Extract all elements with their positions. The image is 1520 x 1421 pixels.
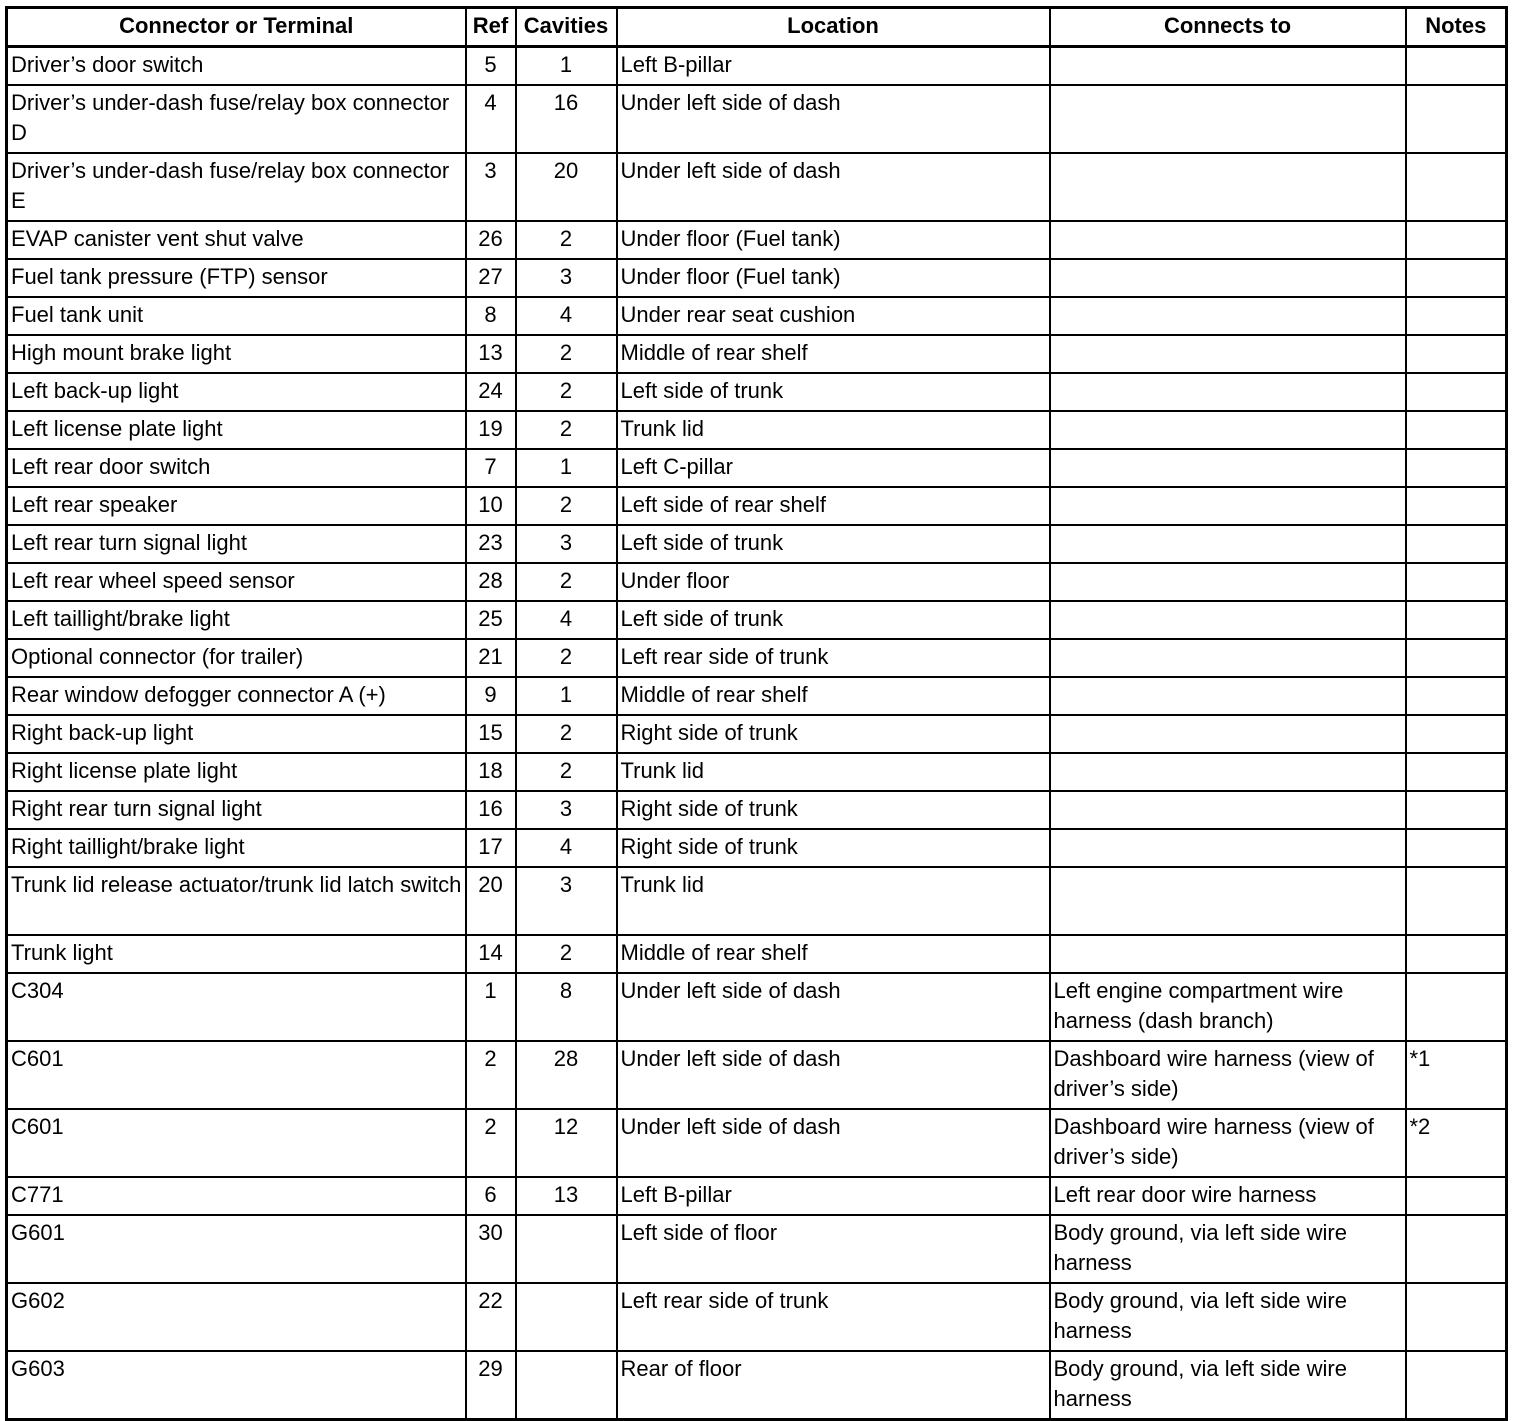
cell-location: Right side of trunk — [617, 791, 1050, 829]
cell-connector: Left rear speaker — [7, 487, 466, 525]
cell-cavities — [516, 1283, 617, 1351]
cell-connector: Right back-up light — [7, 715, 466, 753]
table-row — [7, 867, 1507, 935]
cell-notes — [1406, 1215, 1507, 1283]
cell-notes — [1406, 973, 1507, 1041]
table-row — [7, 85, 1507, 153]
cell-location: Left B-pillar — [617, 1177, 1050, 1215]
cell-connects-to — [1050, 935, 1406, 973]
cell-ref: 8 — [466, 297, 516, 335]
cell-cavities: 3 — [516, 867, 617, 935]
cell-location: Under left side of dash — [617, 973, 1050, 1041]
cell-ref: 23 — [466, 525, 516, 563]
cell-connects-to — [1050, 85, 1406, 153]
cell-ref: 16 — [466, 791, 516, 829]
cell-connector: C601 — [7, 1041, 466, 1109]
connector-table — [5, 6, 1508, 1421]
cell-location: Left side of trunk — [617, 601, 1050, 639]
cell-notes — [1406, 1177, 1507, 1215]
header-connects-to: Connects to — [1050, 8, 1406, 47]
cell-location: Under floor — [617, 563, 1050, 601]
cell-connector: EVAP canister vent shut valve — [7, 221, 466, 259]
cell-cavities: 2 — [516, 487, 617, 525]
cell-ref: 27 — [466, 259, 516, 297]
cell-location: Middle of rear shelf — [617, 677, 1050, 715]
cell-notes — [1406, 47, 1507, 86]
cell-notes — [1406, 259, 1507, 297]
cell-notes: *2 — [1406, 1109, 1507, 1177]
cell-ref: 28 — [466, 563, 516, 601]
cell-location: Left B-pillar — [617, 47, 1050, 86]
cell-connects-to — [1050, 525, 1406, 563]
cell-connector: Driver’s under-dash fuse/relay box connector D — [7, 85, 466, 153]
cell-connector: Left back-up light — [7, 373, 466, 411]
table-row — [7, 601, 1507, 639]
cell-cavities: 2 — [516, 373, 617, 411]
table-row — [7, 525, 1507, 563]
cell-notes — [1406, 1351, 1507, 1420]
cell-connects-to: Dashboard wire harness (view of driver’s side) — [1050, 1041, 1406, 1109]
cell-connector: Left rear turn signal light — [7, 525, 466, 563]
cell-connects-to — [1050, 335, 1406, 373]
header-location: Location — [617, 8, 1050, 47]
cell-connector: G602 — [7, 1283, 466, 1351]
header-ref: Ref — [466, 8, 516, 47]
cell-location: Left rear side of trunk — [617, 1283, 1050, 1351]
cell-connector: Driver’s door switch — [7, 47, 466, 86]
cell-cavities: 28 — [516, 1041, 617, 1109]
cell-notes — [1406, 935, 1507, 973]
cell-ref: 14 — [466, 935, 516, 973]
cell-ref: 15 — [466, 715, 516, 753]
cell-location: Left rear side of trunk — [617, 639, 1050, 677]
cell-ref: 4 — [466, 85, 516, 153]
cell-ref: 30 — [466, 1215, 516, 1283]
header-row — [7, 8, 1507, 47]
cell-connector: Right license plate light — [7, 753, 466, 791]
cell-cavities: 20 — [516, 153, 617, 221]
cell-connects-to — [1050, 715, 1406, 753]
cell-notes — [1406, 221, 1507, 259]
cell-ref: 7 — [466, 449, 516, 487]
cell-connects-to — [1050, 153, 1406, 221]
cell-notes — [1406, 715, 1507, 753]
cell-location: Middle of rear shelf — [617, 935, 1050, 973]
table-row — [7, 715, 1507, 753]
cell-notes — [1406, 601, 1507, 639]
cell-cavities: 2 — [516, 715, 617, 753]
cell-notes — [1406, 85, 1507, 153]
cell-notes — [1406, 373, 1507, 411]
table-row — [7, 487, 1507, 525]
cell-connects-to: Body ground, via left side wire harness — [1050, 1283, 1406, 1351]
cell-ref: 2 — [466, 1041, 516, 1109]
cell-ref: 21 — [466, 639, 516, 677]
cell-cavities: 3 — [516, 791, 617, 829]
table-row — [7, 297, 1507, 335]
cell-location: Under rear seat cushion — [617, 297, 1050, 335]
header-cavities: Cavities — [516, 8, 617, 47]
cell-notes — [1406, 1283, 1507, 1351]
cell-ref: 19 — [466, 411, 516, 449]
table-row — [7, 677, 1507, 715]
table-body — [7, 47, 1507, 1420]
cell-cavities — [516, 1215, 617, 1283]
header-notes: Notes — [1406, 8, 1507, 47]
cell-location: Left C-pillar — [617, 449, 1050, 487]
cell-cavities: 12 — [516, 1109, 617, 1177]
cell-connects-to: Left engine compartment wire harness (dash branch) — [1050, 973, 1406, 1041]
cell-connector: Left rear door switch — [7, 449, 466, 487]
cell-notes — [1406, 335, 1507, 373]
cell-notes — [1406, 449, 1507, 487]
cell-connects-to: Left rear door wire harness — [1050, 1177, 1406, 1215]
table-row — [7, 829, 1507, 867]
cell-connects-to — [1050, 47, 1406, 86]
cell-location: Rear of floor — [617, 1351, 1050, 1420]
cell-location: Under left side of dash — [617, 85, 1050, 153]
cell-ref: 26 — [466, 221, 516, 259]
cell-cavities: 3 — [516, 259, 617, 297]
cell-connector: Right taillight/brake light — [7, 829, 466, 867]
cell-location: Left side of trunk — [617, 525, 1050, 563]
cell-location: Under floor (Fuel tank) — [617, 221, 1050, 259]
cell-location: Right side of trunk — [617, 829, 1050, 867]
cell-notes — [1406, 487, 1507, 525]
table-row — [7, 1109, 1507, 1177]
cell-connects-to — [1050, 373, 1406, 411]
cell-cavities: 2 — [516, 411, 617, 449]
cell-ref: 18 — [466, 753, 516, 791]
table-row — [7, 935, 1507, 973]
cell-connector: C601 — [7, 1109, 466, 1177]
table-row — [7, 1177, 1507, 1215]
cell-notes — [1406, 867, 1507, 935]
cell-connects-to — [1050, 791, 1406, 829]
table-row — [7, 153, 1507, 221]
cell-cavities: 2 — [516, 221, 617, 259]
cell-cavities: 2 — [516, 639, 617, 677]
cell-cavities: 4 — [516, 601, 617, 639]
cell-notes — [1406, 297, 1507, 335]
cell-location: Under left side of dash — [617, 1109, 1050, 1177]
cell-cavities: 2 — [516, 563, 617, 601]
cell-connector: Trunk light — [7, 935, 466, 973]
cell-ref: 1 — [466, 973, 516, 1041]
cell-connects-to: Body ground, via left side wire harness — [1050, 1215, 1406, 1283]
cell-connector: C304 — [7, 973, 466, 1041]
cell-location: Trunk lid — [617, 867, 1050, 935]
cell-notes — [1406, 639, 1507, 677]
cell-cavities: 8 — [516, 973, 617, 1041]
cell-connects-to — [1050, 829, 1406, 867]
cell-location: Under floor (Fuel tank) — [617, 259, 1050, 297]
table-row — [7, 753, 1507, 791]
cell-connector: Fuel tank pressure (FTP) sensor — [7, 259, 466, 297]
cell-ref: 10 — [466, 487, 516, 525]
cell-connector: Left rear wheel speed sensor — [7, 563, 466, 601]
cell-ref: 22 — [466, 1283, 516, 1351]
cell-location: Trunk lid — [617, 411, 1050, 449]
cell-notes — [1406, 791, 1507, 829]
cell-connects-to — [1050, 411, 1406, 449]
cell-ref: 9 — [466, 677, 516, 715]
cell-connects-to — [1050, 297, 1406, 335]
cell-connector: Fuel tank unit — [7, 297, 466, 335]
cell-notes — [1406, 677, 1507, 715]
cell-notes — [1406, 563, 1507, 601]
cell-cavities — [516, 1351, 617, 1420]
cell-connects-to — [1050, 221, 1406, 259]
cell-location: Left side of floor — [617, 1215, 1050, 1283]
cell-connects-to — [1050, 487, 1406, 525]
cell-connects-to — [1050, 677, 1406, 715]
cell-connector: High mount brake light — [7, 335, 466, 373]
cell-ref: 29 — [466, 1351, 516, 1420]
table-row — [7, 1041, 1507, 1109]
cell-ref: 5 — [466, 47, 516, 86]
cell-location: Left side of rear shelf — [617, 487, 1050, 525]
table-row — [7, 973, 1507, 1041]
cell-connects-to — [1050, 259, 1406, 297]
cell-ref: 2 — [466, 1109, 516, 1177]
cell-notes — [1406, 153, 1507, 221]
cell-connects-to: Body ground, via left side wire harness — [1050, 1351, 1406, 1420]
cell-notes — [1406, 525, 1507, 563]
cell-connector: Optional connector (for trailer) — [7, 639, 466, 677]
table-row — [7, 47, 1507, 86]
cell-location: Under left side of dash — [617, 1041, 1050, 1109]
cell-ref: 25 — [466, 601, 516, 639]
cell-connector: Driver’s under-dash fuse/relay box connector E — [7, 153, 466, 221]
cell-notes — [1406, 411, 1507, 449]
cell-cavities: 4 — [516, 829, 617, 867]
cell-connector: Rear window defogger connector A (+) — [7, 677, 466, 715]
cell-location: Trunk lid — [617, 753, 1050, 791]
cell-notes: *1 — [1406, 1041, 1507, 1109]
cell-cavities: 2 — [516, 335, 617, 373]
cell-cavities: 2 — [516, 753, 617, 791]
cell-location: Left side of trunk — [617, 373, 1050, 411]
table-row — [7, 335, 1507, 373]
table-row — [7, 259, 1507, 297]
cell-connects-to — [1050, 639, 1406, 677]
cell-connector: G601 — [7, 1215, 466, 1283]
cell-cavities: 16 — [516, 85, 617, 153]
table-row — [7, 411, 1507, 449]
cell-cavities: 1 — [516, 449, 617, 487]
cell-location: Right side of trunk — [617, 715, 1050, 753]
table-row — [7, 1283, 1507, 1351]
table-row — [7, 791, 1507, 829]
cell-ref: 3 — [466, 153, 516, 221]
cell-connects-to — [1050, 601, 1406, 639]
table-row — [7, 449, 1507, 487]
cell-cavities: 1 — [516, 677, 617, 715]
cell-location: Middle of rear shelf — [617, 335, 1050, 373]
cell-ref: 24 — [466, 373, 516, 411]
cell-connector: Left taillight/brake light — [7, 601, 466, 639]
cell-connector: Left license plate light — [7, 411, 466, 449]
cell-ref: 6 — [466, 1177, 516, 1215]
cell-connects-to: Dashboard wire harness (view of driver’s side) — [1050, 1109, 1406, 1177]
cell-cavities: 1 — [516, 47, 617, 86]
cell-connector: Right rear turn signal light — [7, 791, 466, 829]
cell-connects-to — [1050, 753, 1406, 791]
cell-ref: 13 — [466, 335, 516, 373]
header-connector: Connector or Terminal — [7, 8, 466, 47]
cell-ref: 20 — [466, 867, 516, 935]
cell-connector: G603 — [7, 1351, 466, 1420]
table-row — [7, 639, 1507, 677]
table-row — [7, 563, 1507, 601]
table-row — [7, 373, 1507, 411]
table-row — [7, 1351, 1507, 1420]
cell-ref: 17 — [466, 829, 516, 867]
cell-cavities: 3 — [516, 525, 617, 563]
cell-connects-to — [1050, 449, 1406, 487]
table-row — [7, 1215, 1507, 1283]
cell-connector: C771 — [7, 1177, 466, 1215]
cell-cavities: 13 — [516, 1177, 617, 1215]
cell-cavities: 2 — [516, 935, 617, 973]
cell-connects-to — [1050, 867, 1406, 935]
cell-cavities: 4 — [516, 297, 617, 335]
cell-notes — [1406, 829, 1507, 867]
cell-connects-to — [1050, 563, 1406, 601]
cell-location: Under left side of dash — [617, 153, 1050, 221]
table-row — [7, 221, 1507, 259]
cell-connector: Trunk lid release actuator/trunk lid latch switch — [7, 867, 466, 935]
cell-notes — [1406, 753, 1507, 791]
